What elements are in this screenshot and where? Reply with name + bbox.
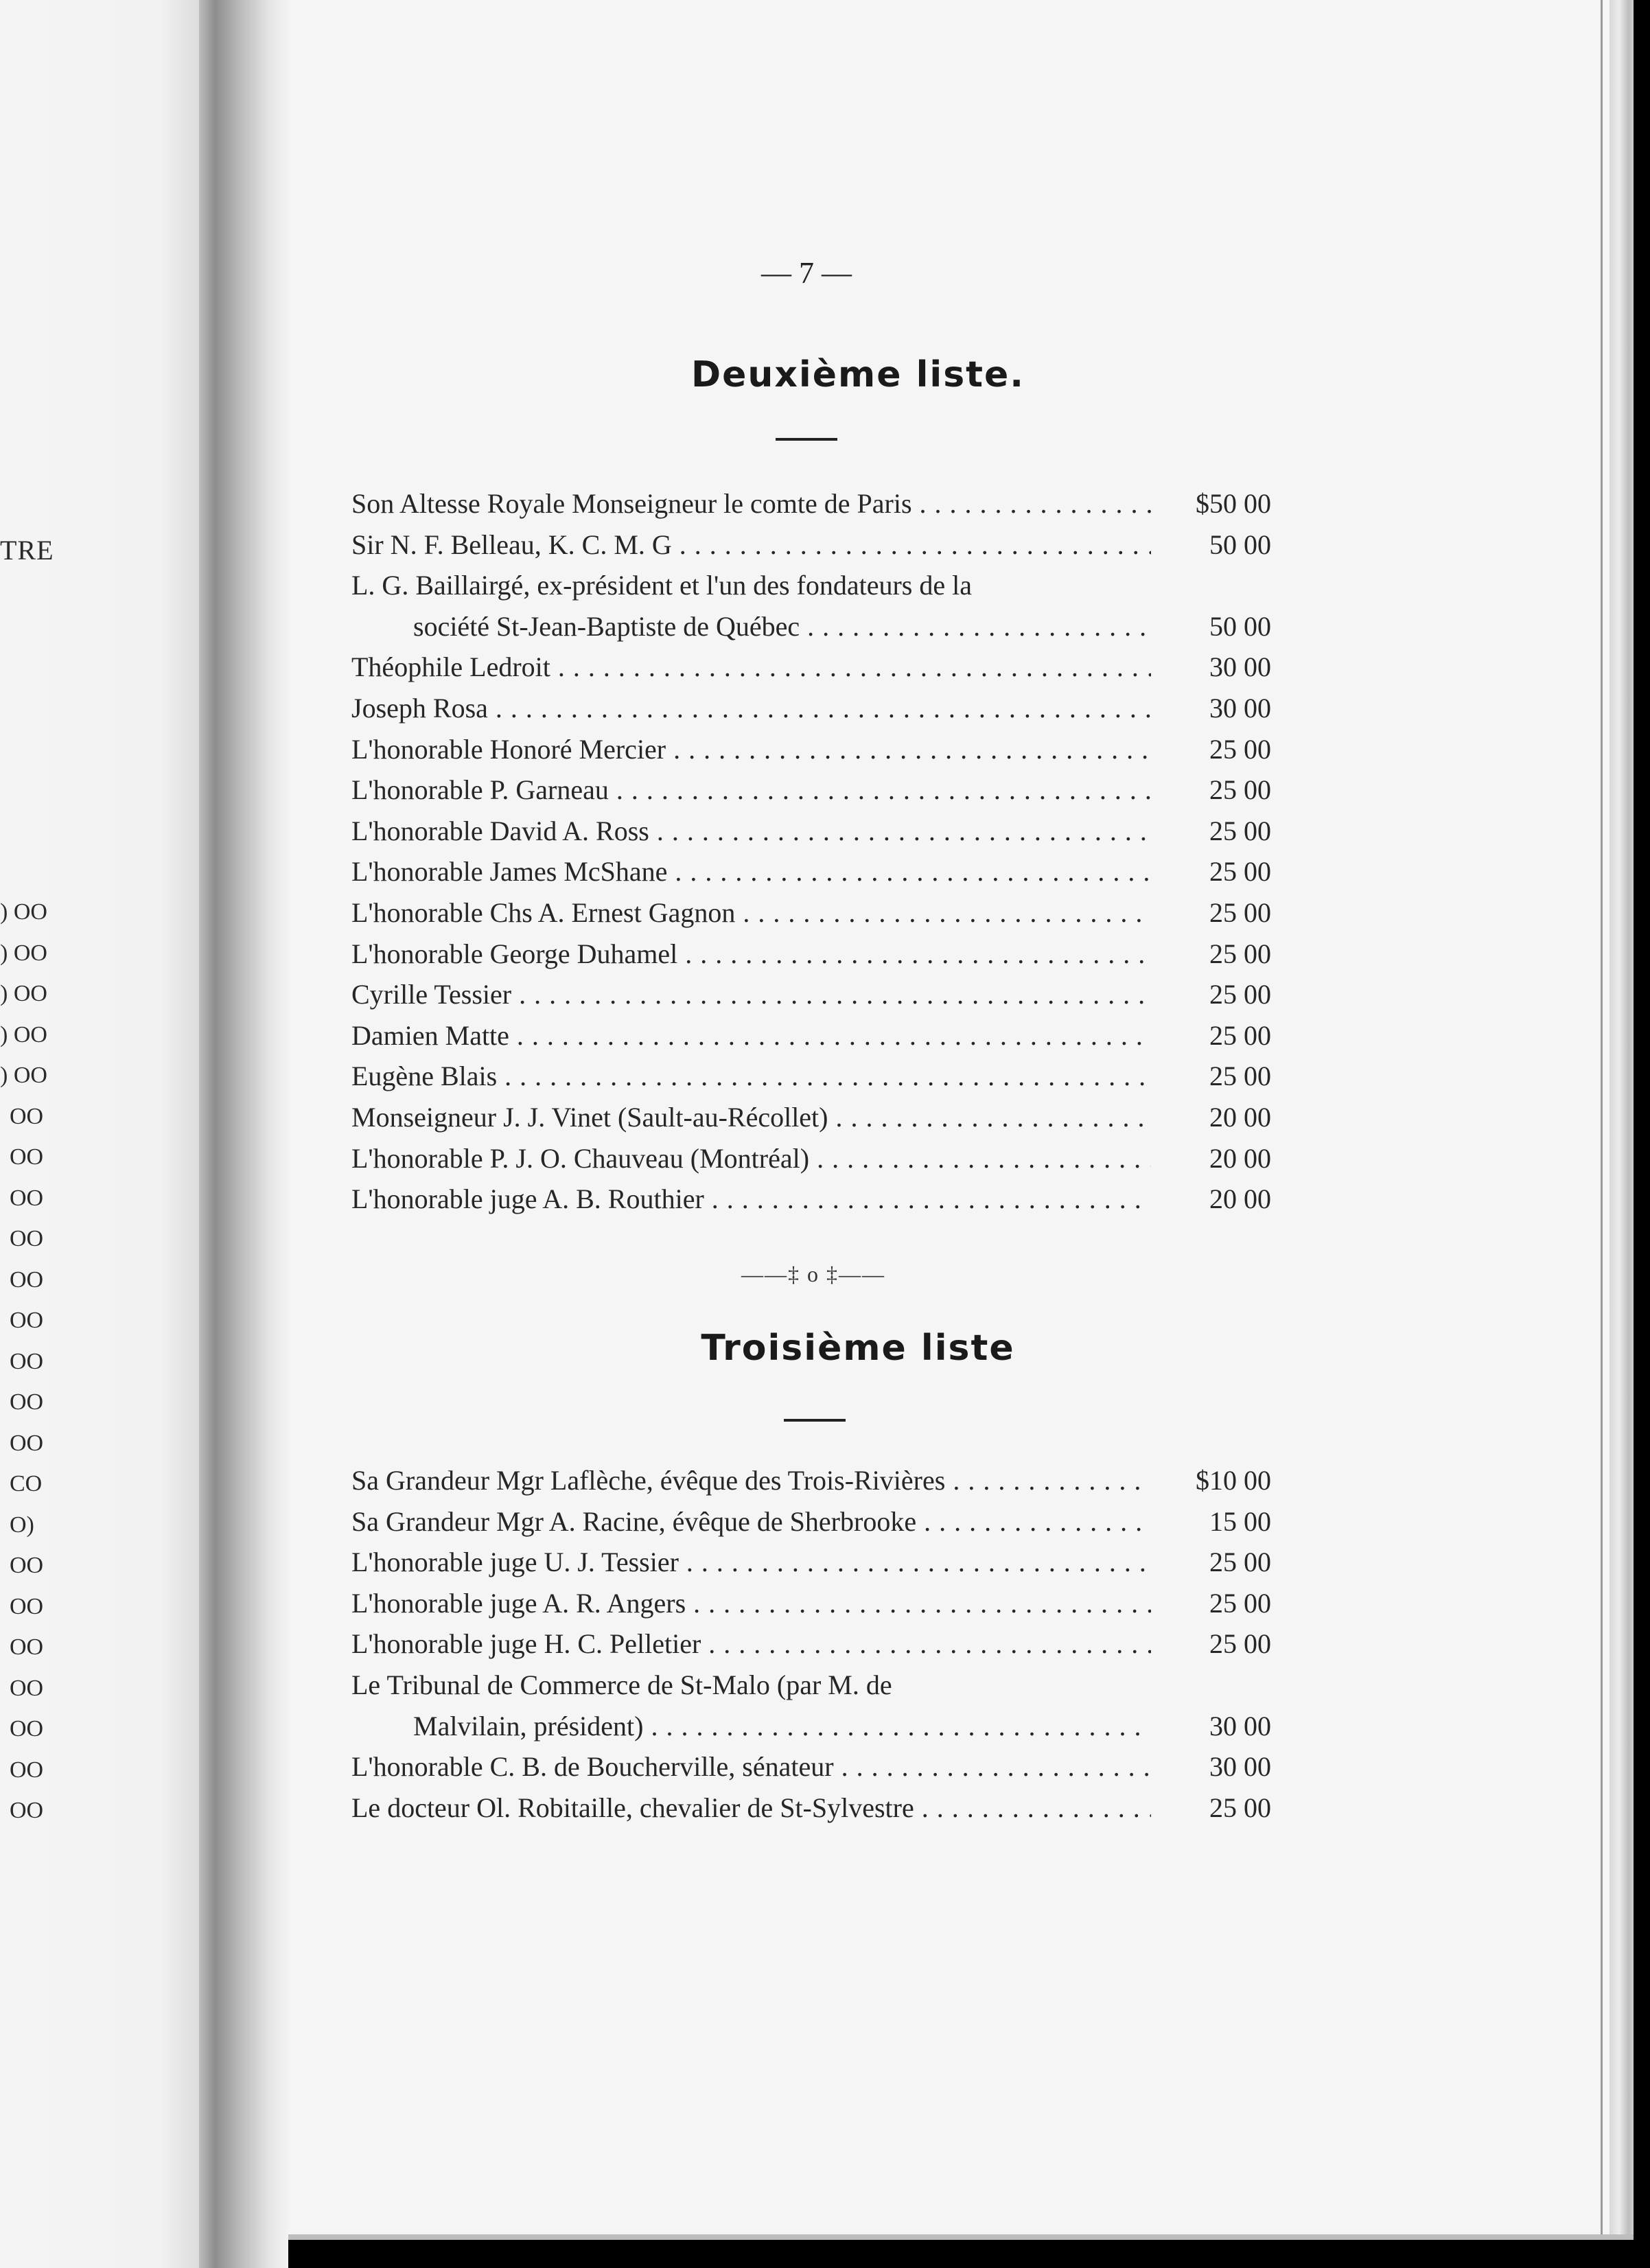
list-entry <box>351 1183 1271 1223</box>
list-entry <box>351 896 1271 936</box>
entry-amount: 30 00 <box>1209 1710 1271 1741</box>
previous-page-amount: OO <box>10 1593 44 1619</box>
entry-name: L'honorable juge U. J. Tessier . . . <box>351 1546 1151 1578</box>
entry-name: L'honorable juge A. R. Angers . . . <box>351 1587 1151 1619</box>
list-entry <box>351 1587 1271 1627</box>
previous-page-amount: OO <box>10 1634 44 1660</box>
entry-name: Théophile Ledroit . . . <box>351 651 1151 683</box>
list-entry <box>351 1464 1271 1504</box>
entry-amount: 25 00 <box>1209 938 1271 969</box>
entry-name: L'honorable juge H. C. Pelletier . . . <box>351 1628 1151 1660</box>
entry-amount: 30 00 <box>1209 693 1271 724</box>
previous-page-amount: OO <box>10 1103 44 1129</box>
list-entry <box>351 1546 1271 1586</box>
entry-name: L'honorable George Duhamel . . . <box>351 938 1151 970</box>
previous-page-amount: OO <box>10 1308 44 1333</box>
previous-page-amount: OO <box>10 1266 44 1293</box>
entry-amount: 25 00 <box>1209 979 1271 1010</box>
list-entry <box>351 1019 1271 1059</box>
previous-page-amount: ) OO <box>0 899 47 925</box>
entry-name: L'honorable juge A. B. Routhier . . . <box>351 1183 1151 1215</box>
entry-amount: 25 00 <box>1209 1587 1271 1619</box>
previous-page-amount: OO <box>10 1716 44 1741</box>
entry-amount: 15 00 <box>1209 1505 1271 1537</box>
entry-name: Joseph Rosa . . . <box>351 692 1151 724</box>
entry-name: Monseigneur J. J. Vinet (Sault-au-Récollet) . . . <box>351 1101 1151 1133</box>
list-entry <box>351 1101 1271 1141</box>
previous-page-amount: OO <box>10 1798 44 1823</box>
entry-amount: 25 00 <box>1209 815 1271 846</box>
list-entry <box>351 1792 1271 1831</box>
entry-amount: 50 00 <box>1209 529 1271 560</box>
entry-amount: 25 00 <box>1209 1019 1271 1051</box>
list-entry <box>351 487 1271 527</box>
entry-amount: 25 00 <box>1209 1061 1271 1092</box>
section-ornament: ——‡ o ‡—— <box>741 1262 885 1286</box>
list-entry <box>351 1060 1271 1100</box>
entry-name: Son Altesse Royale Monseigneur le comte de Paris . . . <box>351 487 1151 520</box>
previous-page-amount: OO <box>10 1553 44 1578</box>
heading-rule <box>784 1419 846 1422</box>
list-entry <box>351 1710 1271 1750</box>
previous-page-amount: OO <box>10 1185 44 1211</box>
entry-amount: $10 00 <box>1196 1465 1271 1496</box>
previous-page-amount: OO <box>10 1389 44 1415</box>
page-edge <box>1610 0 1634 2239</box>
entry-name: L'honorable P. J. O. Chauveau (Montréal) . . . <box>351 1142 1151 1174</box>
list-entry <box>351 651 1271 691</box>
previous-page-amount: ) OO <box>0 1021 47 1048</box>
list-entry <box>351 1628 1271 1667</box>
previous-page-amount: OO <box>10 1144 44 1170</box>
list-entry <box>351 978 1271 1018</box>
list-entry <box>351 529 1271 568</box>
entry-name: L'honorable Honoré Mercier . . . <box>351 733 1151 765</box>
previous-page-heading-fragment: TRE <box>0 535 54 566</box>
previous-page-amount: OO <box>10 1430 44 1456</box>
entry-amount: 20 00 <box>1209 1183 1271 1215</box>
entry-amount: 25 00 <box>1209 1792 1271 1823</box>
entry-amount: 25 00 <box>1209 897 1271 928</box>
list-entry <box>351 774 1271 813</box>
entry-amount: 20 00 <box>1209 1102 1271 1133</box>
entry-name: L'honorable C. B. de Boucherville, sénateur . . . <box>351 1750 1151 1783</box>
previous-page-amount: ) OO <box>0 940 47 966</box>
entry-name: Sa Grandeur Mgr Laflèche, évêque des Trois-Rivières . . . <box>351 1464 1151 1496</box>
entry-amount: 50 00 <box>1209 610 1271 642</box>
book-gutter <box>199 0 288 2268</box>
list-entry <box>351 692 1271 732</box>
list-entry <box>351 1142 1271 1182</box>
page-bottom-edge <box>288 2234 1634 2240</box>
section-heading-troisieme-liste: Troisième liste <box>701 1328 1015 1369</box>
heading-rule <box>776 438 837 441</box>
entry-name: Malvilain, président) . . . <box>413 1710 1151 1742</box>
entry-name: L'honorable James McShane . . . <box>351 855 1151 888</box>
list-entry <box>351 1505 1271 1545</box>
entry-amount: $50 00 <box>1196 488 1271 519</box>
entry-amount: 20 00 <box>1209 1142 1271 1174</box>
entry-name: société St-Jean-Baptiste de Québec . . . <box>413 610 1151 643</box>
entry-name: Damien Matte . . . <box>351 1019 1151 1052</box>
list-entry <box>351 733 1271 773</box>
previous-page-amount: OO <box>10 1348 44 1374</box>
previous-page-amount: OO <box>10 1675 44 1701</box>
entry-name: Sir N. F. Belleau, K. C. M. G . . . <box>351 529 1151 561</box>
list-entry <box>351 1750 1271 1790</box>
entry-amount: 30 00 <box>1209 651 1271 683</box>
previous-page-amount: CO <box>10 1471 43 1496</box>
entry-amount: 25 00 <box>1209 774 1271 806</box>
entry-name: Le Tribunal de Commerce de St-Malo (par M. de <box>351 1669 892 1700</box>
entry-amount: 25 00 <box>1209 1547 1271 1578</box>
entry-name: Cyrille Tessier . . . <box>351 978 1151 1010</box>
entry-amount: 25 00 <box>1209 1628 1271 1660</box>
entry-amount: 25 00 <box>1209 733 1271 765</box>
previous-page-fragment <box>0 0 199 2268</box>
list-entry <box>351 938 1271 977</box>
list-entry <box>351 855 1271 895</box>
entry-name: Eugène Blais . . . <box>351 1060 1151 1092</box>
page-edge-line <box>1601 0 1603 2234</box>
previous-page-amount: OO <box>10 1226 44 1251</box>
entry-name: Le docteur Ol. Robitaille, chevalier de St-Sylvestre . . . <box>351 1792 1151 1824</box>
previous-page-amount: OO <box>10 1757 44 1783</box>
list-entry <box>351 569 1271 609</box>
entry-name: L'honorable P. Garneau . . . <box>351 774 1151 806</box>
list-entry <box>351 610 1271 650</box>
previous-page-amount: ) OO <box>0 1063 47 1088</box>
entry-name: L. G. Baillairgé, ex-président et l'un des fondateurs de la <box>351 570 972 601</box>
entry-amount: 30 00 <box>1209 1751 1271 1783</box>
section-heading-deuxieme-liste: Deuxième liste. <box>690 354 1025 395</box>
previous-page-amount: O) <box>10 1512 34 1538</box>
previous-page-amount: ) OO <box>0 981 47 1006</box>
page-number: — 7 — <box>761 256 852 290</box>
list-entry <box>351 1669 1271 1709</box>
list-entry <box>351 815 1271 855</box>
entry-name: L'honorable Chs A. Ernest Gagnon . . . <box>351 896 1151 929</box>
entry-amount: 25 00 <box>1209 856 1271 888</box>
entry-name: L'honorable David A. Ross . . . <box>351 815 1151 847</box>
entry-name: Sa Grandeur Mgr A. Racine, évêque de Sherbrooke . . . <box>351 1505 1151 1538</box>
